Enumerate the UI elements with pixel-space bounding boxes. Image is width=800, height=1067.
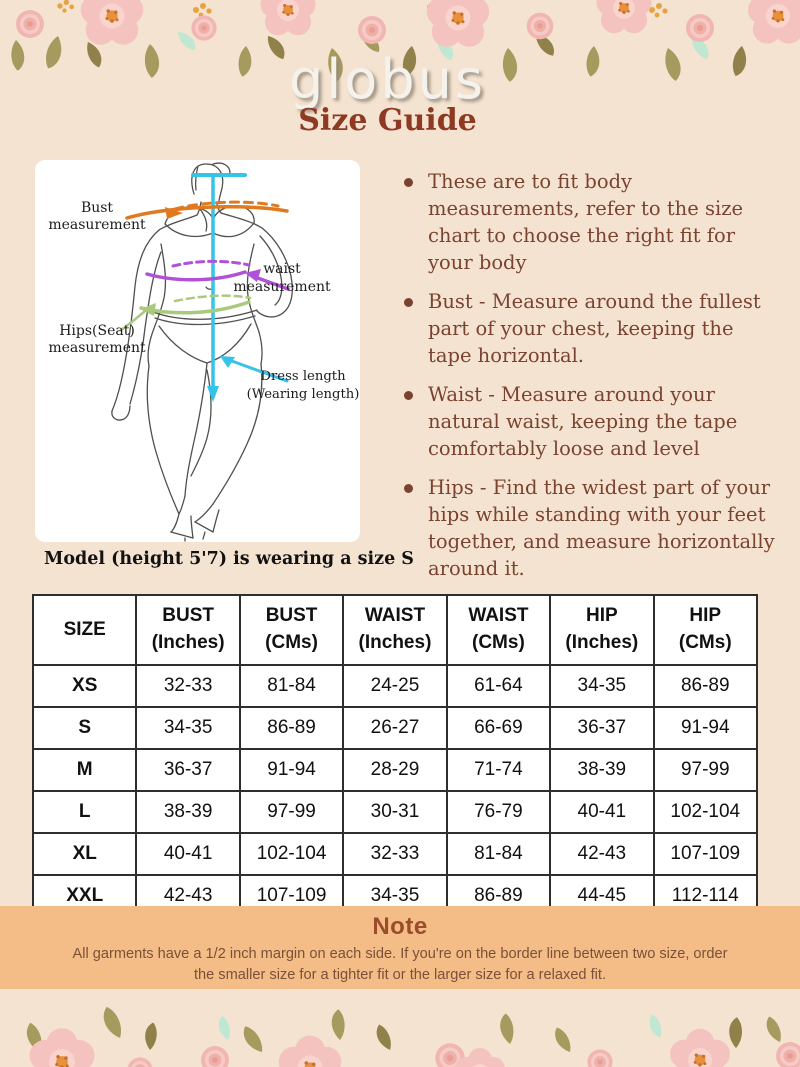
waist-label-line1: waist xyxy=(263,261,301,277)
bottom-floral-border xyxy=(26,1005,800,1067)
table-cell: 86-89 xyxy=(240,707,343,749)
table-cell: 40-41 xyxy=(136,833,239,875)
table-cell: 112-114 xyxy=(654,875,757,917)
table-cell: 34-35 xyxy=(136,707,239,749)
body-measurement-diagram xyxy=(35,160,360,542)
size-cell: S xyxy=(33,707,136,749)
table-header-cell: BUST (CMs) xyxy=(240,595,343,665)
table-cell: 36-37 xyxy=(136,749,239,791)
table-cell: 40-41 xyxy=(550,791,653,833)
table-row xyxy=(33,791,757,833)
measurement-instructions xyxy=(398,168,776,594)
table-row xyxy=(33,707,757,749)
table-cell: 76-79 xyxy=(447,791,550,833)
dress-label-line1: Dress length xyxy=(260,369,346,384)
size-cell: L xyxy=(33,791,136,833)
table-cell: 30-31 xyxy=(343,791,446,833)
table-cell: 28-29 xyxy=(343,749,446,791)
table-cell: 91-94 xyxy=(654,707,757,749)
table-row xyxy=(33,665,757,707)
bullet-dot-icon xyxy=(404,178,413,187)
bullet-dot-icon xyxy=(404,391,413,400)
bust-line xyxy=(127,202,287,218)
table-cell: 107-109 xyxy=(240,875,343,917)
instruction-text: These are to fit body measurements, refer to the size chart to choose the right fit for your body xyxy=(428,170,744,274)
note-section xyxy=(0,906,800,989)
size-cell: XXL xyxy=(33,875,136,917)
table-cell: 107-109 xyxy=(654,833,757,875)
model-caption: Model (height 5'7) is wearing a size S xyxy=(44,549,414,569)
table-cell: 34-35 xyxy=(550,665,653,707)
size-cell: M xyxy=(33,749,136,791)
size-cell: XS xyxy=(33,665,136,707)
table-cell: 81-84 xyxy=(240,665,343,707)
bust-label-line1: Bust xyxy=(80,200,114,216)
instruction-text: Hips - Find the widest part of your hips while standing with your feet together, and measure horizontally around it. xyxy=(428,476,775,580)
table-header-cell: WAIST (CMs) xyxy=(447,595,550,665)
table-header-cell: WAIST (Inches) xyxy=(343,595,446,665)
table-cell: 42-43 xyxy=(550,833,653,875)
table-cell: 61-64 xyxy=(447,665,550,707)
page-title: Size Guide xyxy=(298,103,477,138)
waist-label-line2: measurement xyxy=(233,279,331,295)
table-header-cell: SIZE xyxy=(33,595,136,665)
table-row xyxy=(33,749,757,791)
table-header-cell: HIP (Inches) xyxy=(550,595,653,665)
table-cell: 42-43 xyxy=(136,875,239,917)
table-header-row xyxy=(33,595,757,665)
table-cell: 26-27 xyxy=(343,707,446,749)
table-cell: 24-25 xyxy=(343,665,446,707)
instruction-item xyxy=(398,288,776,369)
hips-line xyxy=(121,296,250,330)
table-cell: 71-74 xyxy=(447,749,550,791)
instruction-item xyxy=(398,168,776,276)
table-cell: 36-37 xyxy=(550,707,653,749)
dress-length-arrows xyxy=(207,356,235,402)
instruction-item xyxy=(398,381,776,462)
note-title: Note xyxy=(372,913,428,940)
size-chart-table xyxy=(32,594,758,918)
table-header-cell: HIP (CMs) xyxy=(654,595,757,665)
table-cell: 86-89 xyxy=(447,875,550,917)
instruction-text: Waist - Measure around your natural waist, keeping the tape comfortably loose and level xyxy=(428,383,738,460)
dress-label-line2: (Wearing length) xyxy=(246,387,360,402)
bullet-dot-icon xyxy=(404,298,413,307)
table-cell: 102-104 xyxy=(654,791,757,833)
note-text: All garments have a 1/2 inch margin on each side. If you're on the border line between two size, order the smaller size for a tighter fit or the larger size for a relaxed fit. xyxy=(72,946,728,983)
table-cell: 32-33 xyxy=(343,833,446,875)
brand-logo: globus xyxy=(289,48,486,111)
bullet-dot-icon xyxy=(404,484,413,493)
table-cell: 66-69 xyxy=(447,707,550,749)
hips-label-line2: measurement xyxy=(48,340,146,356)
table-cell: 97-99 xyxy=(654,749,757,791)
table-header-cell: BUST (Inches) xyxy=(136,595,239,665)
hips-label-line1: Hips(Seat) xyxy=(59,323,135,339)
table-cell: 91-94 xyxy=(240,749,343,791)
instruction-text: Bust - Measure around the fullest part of your chest, keeping the tape horizontal. xyxy=(428,290,761,367)
table-cell: 44-45 xyxy=(550,875,653,917)
table-row xyxy=(33,833,757,875)
size-cell: XL xyxy=(33,833,136,875)
table-cell: 86-89 xyxy=(654,665,757,707)
table-cell: 81-84 xyxy=(447,833,550,875)
measurement-diagram-card xyxy=(35,160,360,542)
table-cell: 32-33 xyxy=(136,665,239,707)
table-cell: 38-39 xyxy=(136,791,239,833)
table-cell: 102-104 xyxy=(240,833,343,875)
bust-label-line2: measurement xyxy=(48,217,146,233)
table-cell: 97-99 xyxy=(240,791,343,833)
table-cell: 34-35 xyxy=(343,875,446,917)
table-cell: 38-39 xyxy=(550,749,653,791)
instruction-item xyxy=(398,474,776,582)
